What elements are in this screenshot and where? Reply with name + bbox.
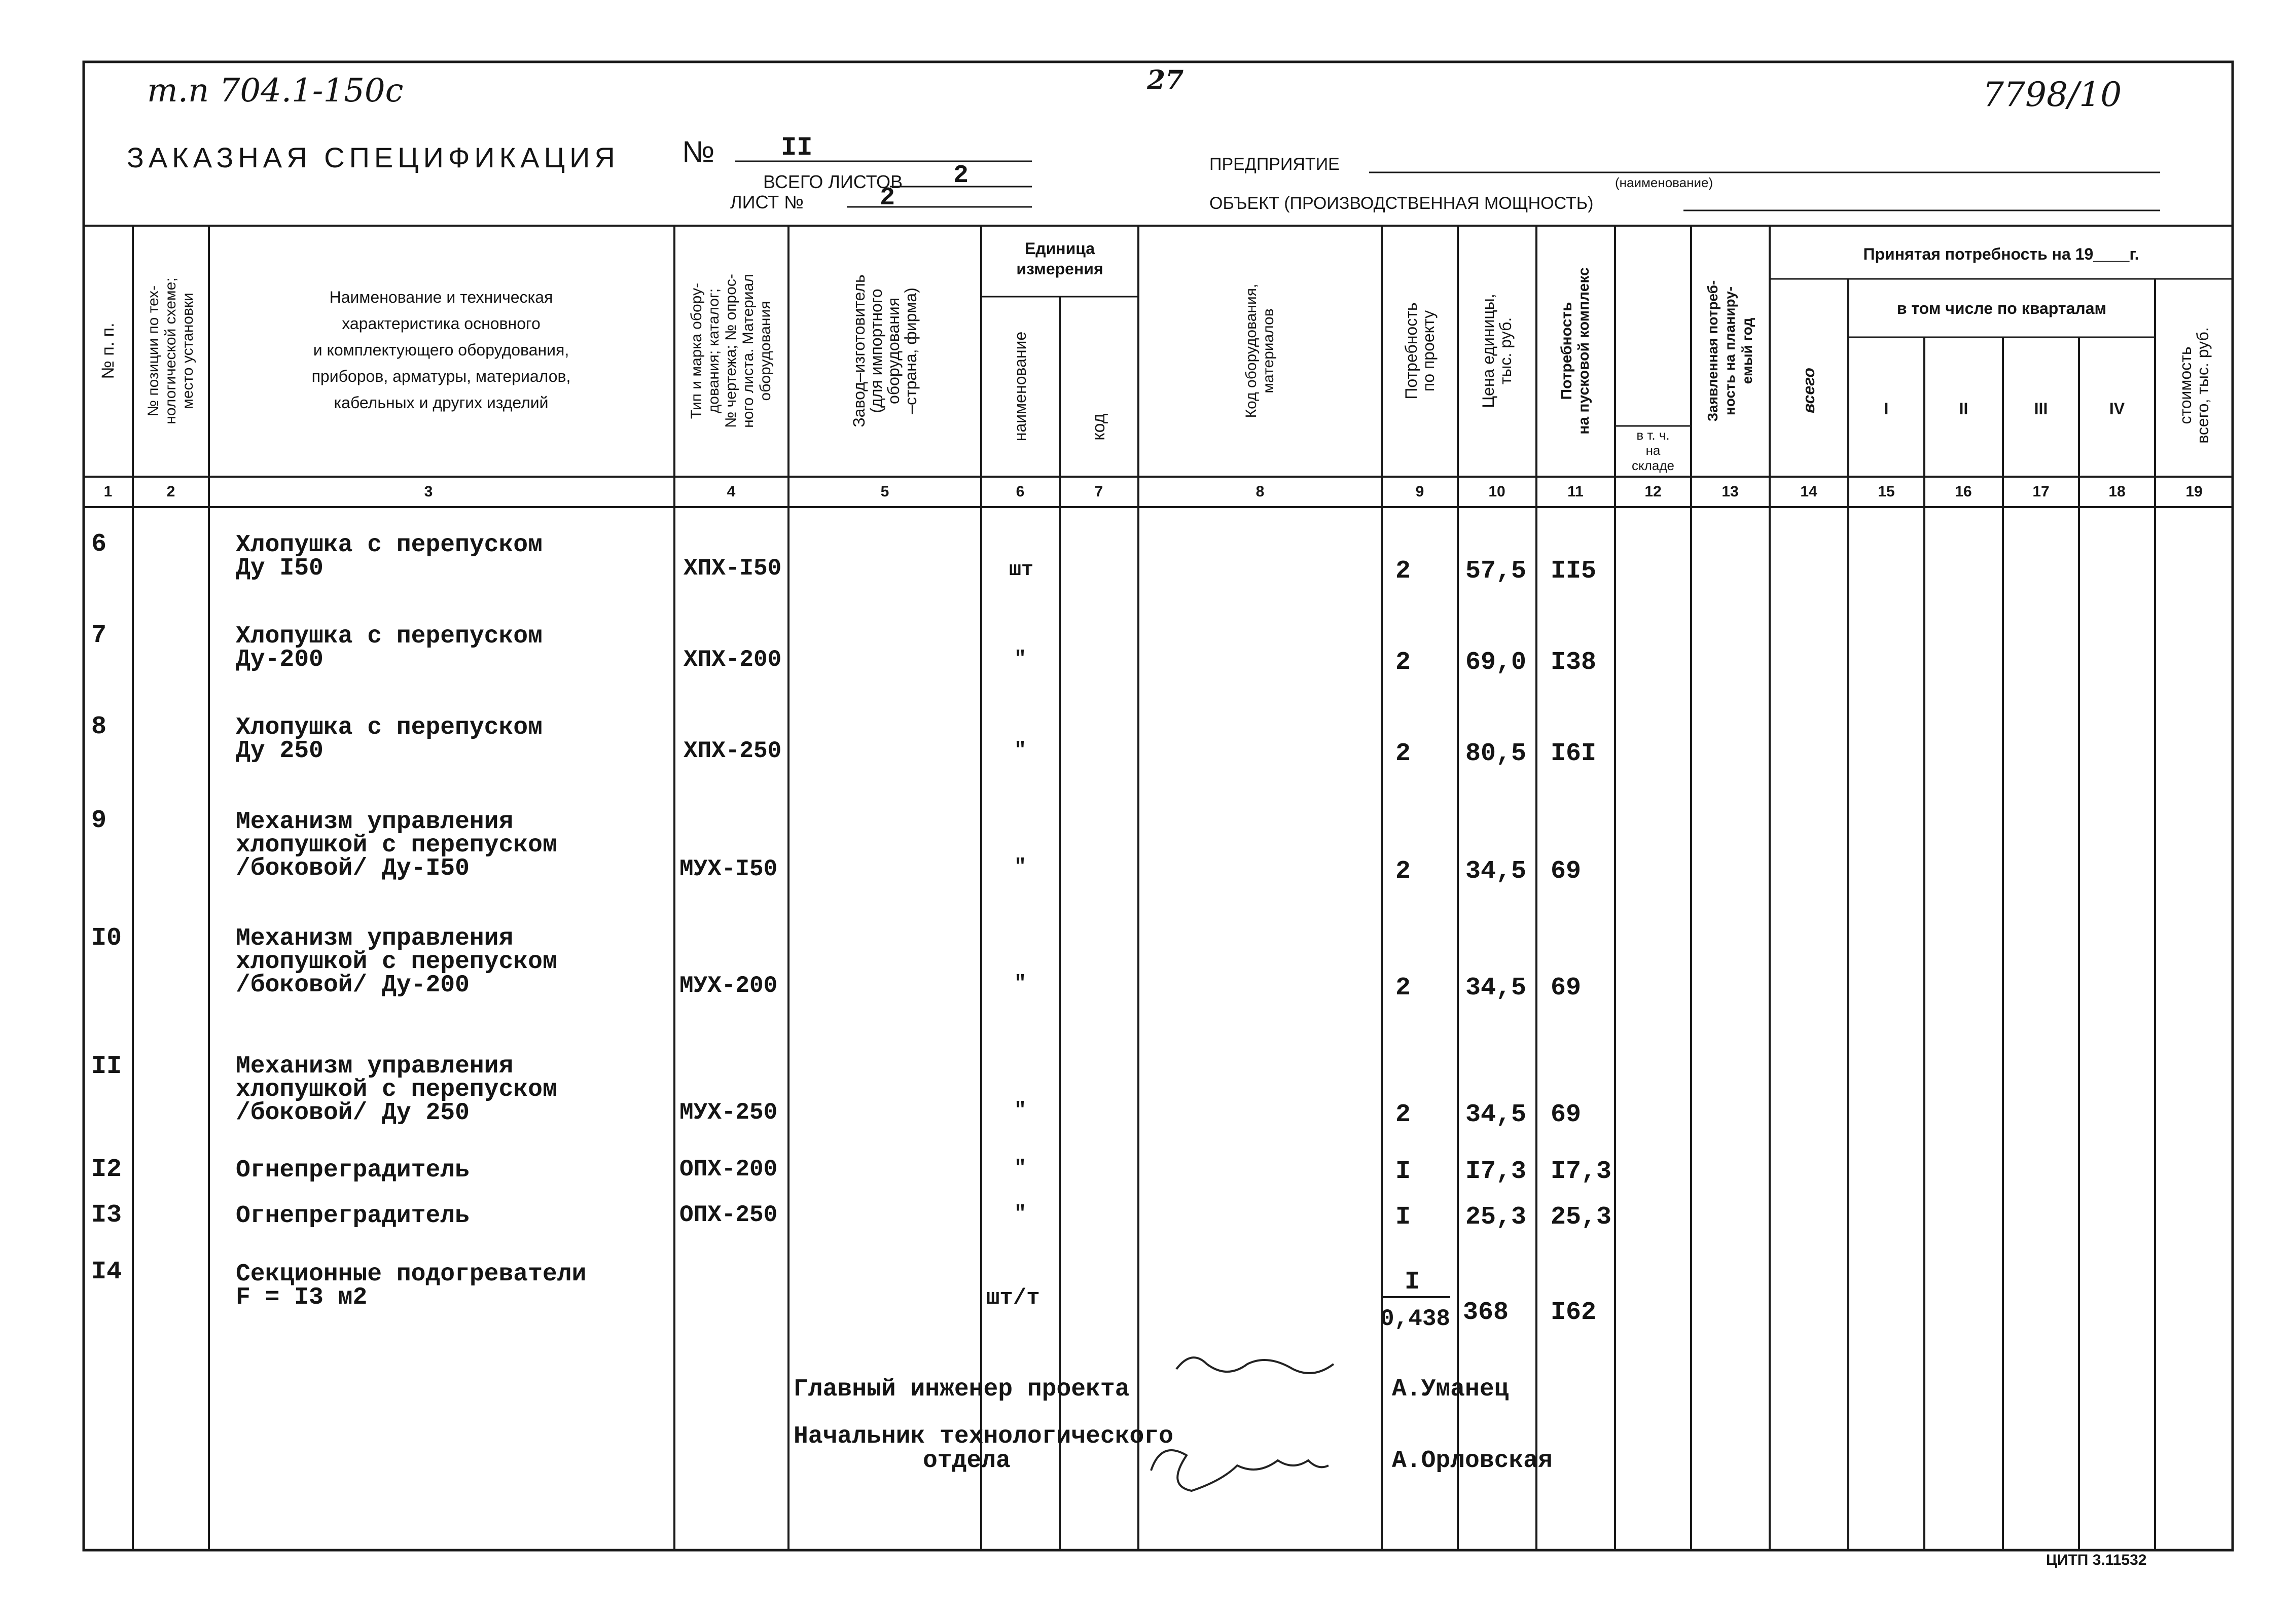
sheets-total-value: 2 [953, 161, 969, 190]
document-title: ЗАКАЗНАЯ СПЕЦИФИКАЦИЯ [127, 141, 620, 173]
item-name: Механизм управления хлопушкой с перепуском /боковой/ Ду-I50 [236, 808, 557, 882]
row-number: I3 [91, 1201, 122, 1230]
row-number: 6 [91, 530, 107, 559]
chief-engineer-name: А.Уманец [1392, 1376, 1509, 1403]
item-price: 368 [1463, 1298, 1509, 1327]
item-price: I7,3 [1465, 1157, 1527, 1186]
item-type: ОПХ-200 [679, 1156, 778, 1183]
sheet-value: 2 [880, 184, 895, 212]
item-name: Механизм управления хлопушкой с перепуском /боковой/ Ду-200 [236, 925, 557, 999]
item-total: I7,3 [1551, 1157, 1612, 1186]
col-10-header: Цена единицы, тыс. руб. [1479, 294, 1515, 408]
col-6-header: наименование [1011, 331, 1029, 442]
item-qty: 2 [1395, 648, 1411, 677]
item-name: Огнепреградитель [236, 1157, 470, 1184]
name-hint: (наименование) [1615, 175, 1713, 190]
item-type: ХПХ-250 [684, 738, 782, 764]
item-unit: " [1014, 739, 1027, 762]
item-price: 34,5 [1465, 1100, 1527, 1129]
item-name: Огнепреградитель [236, 1202, 470, 1230]
accepted-group-header: Принятая потребность на 19____г. [1863, 245, 2139, 263]
item-qty: 2 [1395, 739, 1411, 768]
col-5-header: Завод–изготовитель (для импортного оборудования –страна, фирма) [850, 274, 920, 427]
item-price: 34,5 [1465, 974, 1527, 1003]
item-total: II5 [1551, 557, 1597, 586]
col-4-header: Тип и марка обору- дования; каталог; № чертежа; № опрос- ного листа. Материал оборудования [688, 274, 774, 428]
column-number: 9 [1415, 483, 1424, 500]
col-1-header: № п. п. [98, 323, 118, 379]
column-number: 17 [2032, 483, 2050, 500]
item-unit: " [1014, 973, 1027, 995]
item-total: I6I [1551, 739, 1597, 768]
signature-scribbles [1151, 1357, 1334, 1491]
col-12-header: в т. ч. на складе [1632, 427, 1674, 473]
row-number: I0 [91, 924, 122, 953]
column-number: 11 [1567, 483, 1584, 500]
column-number: 4 [727, 483, 736, 500]
item-type: ХПХ-I50 [684, 555, 782, 582]
item-name: Механизм управления хлопушкой с перепуском /боковой/ Ду 250 [236, 1053, 557, 1127]
col-7-header: код [1089, 413, 1108, 441]
col-17-header: III [2034, 400, 2048, 418]
column-number: 10 [1488, 483, 1505, 500]
item-total: I62 [1551, 1298, 1597, 1327]
sheet-label: ЛИСТ № [730, 192, 804, 212]
item-qty: 2 [1395, 857, 1411, 886]
column-number: 5 [880, 483, 889, 500]
item-total: I38 [1551, 648, 1597, 677]
column-number: 2 [166, 483, 175, 500]
row-number: 8 [91, 712, 107, 741]
number-value: II [781, 133, 813, 163]
item-qty: 2 [1395, 1100, 1411, 1129]
column-number: 16 [1955, 483, 1972, 500]
item-qty: I [1395, 1157, 1411, 1186]
item-unit: " [1014, 1157, 1027, 1180]
item-type: МУХ-200 [679, 973, 778, 999]
item-unit: " [1014, 1099, 1027, 1122]
row-number: II [91, 1052, 122, 1081]
item-total: 69 [1551, 1100, 1582, 1129]
item-qty-denominator: 0,438 [1380, 1306, 1451, 1332]
item-name: Хлопушка с перепуском Ду 250 [236, 714, 543, 765]
row-number: 7 [91, 621, 107, 650]
item-qty-numerator: I [1405, 1268, 1420, 1297]
item-name: Хлопушка с перепуском Ду I50 [236, 531, 543, 582]
item-type: ОПХ-250 [679, 1202, 778, 1228]
item-total: 69 [1551, 974, 1582, 1003]
row-number: 9 [91, 806, 107, 835]
column-number: 8 [1255, 483, 1265, 500]
col-13-header: Заявленная потреб- ность на планиру- емый год [1705, 280, 1755, 422]
col-3-header: Наименование и техническая характеристика основного и комплектующего оборудования, приборов, арматуры, материалов, кабельных и других изделий [311, 288, 571, 412]
item-type: МУХ-I50 [679, 856, 778, 882]
item-qty: 2 [1395, 974, 1411, 1003]
col-19-header: стоимость всего, тыс. руб. [2176, 327, 2212, 444]
sheets-total-label: ВСЕГО ЛИСТОВ [763, 171, 903, 192]
col-8-header: Код оборудования, материалов [1243, 283, 1277, 418]
chief-engineer-label: Главный инженер проекта [794, 1376, 1130, 1403]
col-14-header: всего [1800, 368, 1818, 413]
item-price: 57,5 [1465, 557, 1527, 586]
column-number: 18 [2108, 483, 2126, 500]
column-number: 7 [1094, 483, 1103, 500]
item-type: ХПХ-200 [684, 647, 782, 673]
item-unit: шт/т [986, 1285, 1040, 1311]
row-number: I2 [91, 1155, 122, 1184]
item-price: 80,5 [1465, 739, 1527, 768]
object-label: ОБЪЕКТ (ПРОИЗВОДСТВЕННАЯ МОЩНОСТЬ) [1209, 194, 1594, 213]
archive-number: 7798/10 [1983, 75, 2122, 114]
column-number: 1 [103, 483, 113, 500]
quarters-group-header: в том числе по кварталам [1896, 299, 2107, 317]
item-total: 69 [1551, 857, 1582, 886]
unit-group-header: Единица измерения [1016, 239, 1103, 278]
column-number: 14 [1800, 483, 1817, 500]
column-number: 19 [2185, 483, 2203, 500]
item-unit: " [1014, 648, 1027, 671]
col-9-header: Потребность по проекту [1402, 302, 1438, 400]
column-number: 12 [1644, 483, 1662, 500]
column-number: 6 [1016, 483, 1025, 500]
item-price: 69,0 [1465, 648, 1527, 677]
col-16-header: II [1959, 400, 1968, 418]
item-name: Секционные подогреватели F = I3 м2 [236, 1261, 587, 1311]
item-qty: I [1395, 1203, 1411, 1232]
column-number: 13 [1721, 483, 1739, 500]
item-qty: 2 [1395, 557, 1411, 586]
item-total: 25,3 [1551, 1203, 1612, 1232]
head-dept-label-line2: отдела [923, 1447, 1011, 1475]
print-mark: ЦИТП 3.11532 [2046, 1552, 2147, 1568]
number-label: № [682, 135, 715, 169]
column-number: 3 [424, 483, 433, 500]
item-price: 25,3 [1465, 1203, 1527, 1232]
item-name: Хлопушка с перепуском Ду-200 [236, 623, 543, 673]
item-unit: " [1014, 1203, 1027, 1226]
item-type: МУХ-250 [679, 1099, 778, 1126]
item-unit: шт [1009, 559, 1034, 582]
document-code: т.п 704.1-150с [147, 72, 404, 110]
page-number: 27 [1147, 65, 1184, 96]
head-dept-label-line1: Начальник технологического [794, 1423, 1173, 1450]
row-number: I4 [91, 1258, 122, 1286]
item-price: 34,5 [1465, 857, 1527, 886]
head-dept-name: А.Орловская [1392, 1447, 1553, 1475]
item-unit: " [1014, 856, 1027, 879]
col-15-header: I [1884, 400, 1889, 418]
enterprise-label: ПРЕДПРИЯТИЕ [1209, 155, 1340, 174]
col-2-header: № позиции по тех- нологической схеме; место установки [145, 277, 196, 424]
col-18-header: IV [2109, 400, 2125, 418]
column-number: 15 [1878, 483, 1895, 500]
col-11-header: Потребность на пусковой комплекс [1558, 267, 1592, 435]
